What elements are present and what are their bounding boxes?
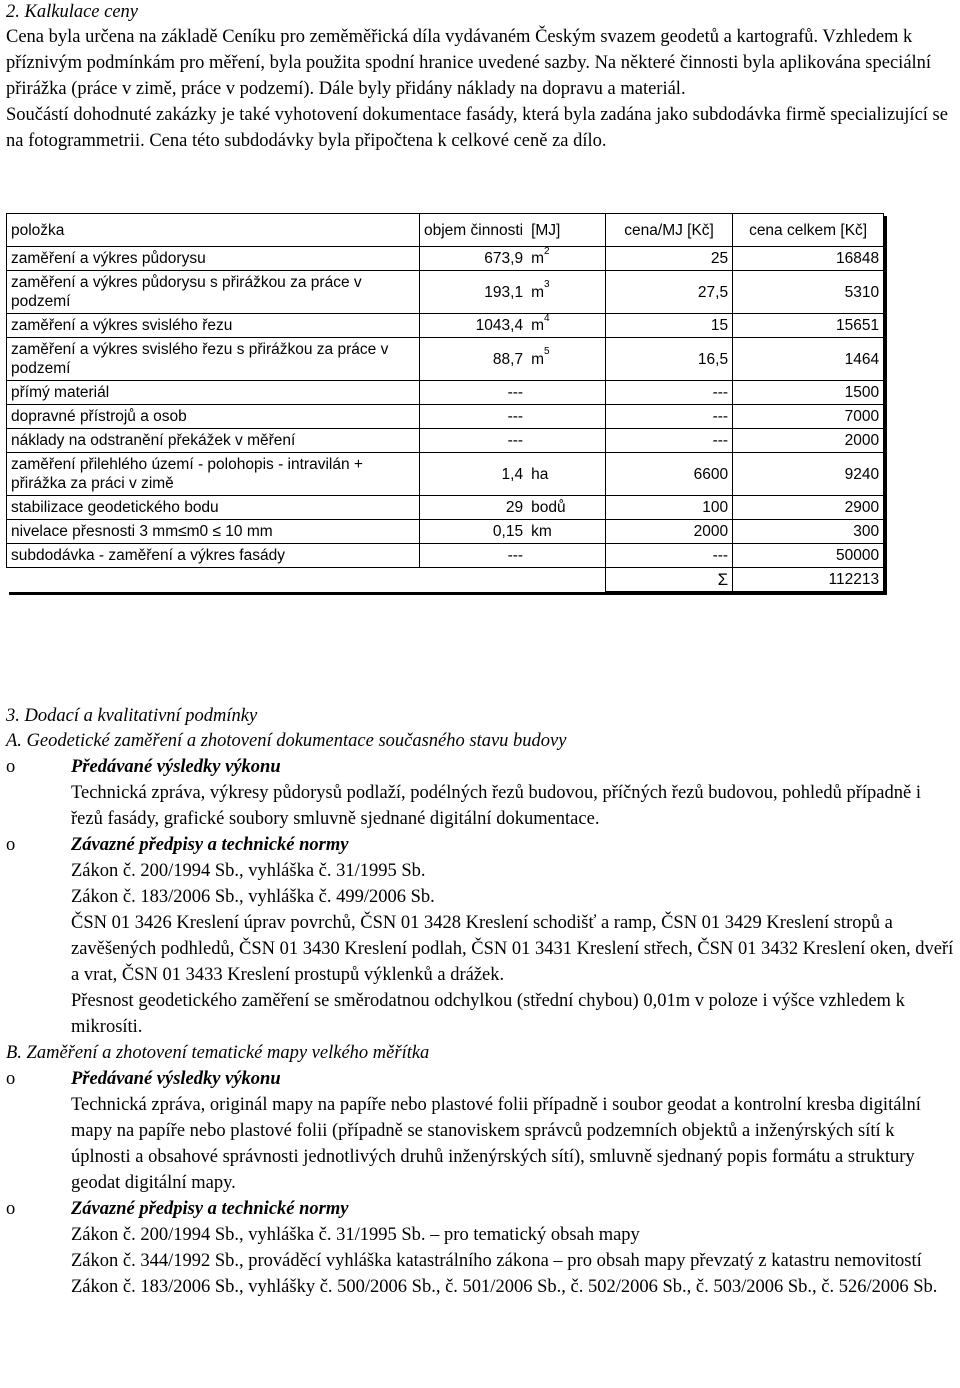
bullet: o bbox=[6, 1199, 16, 1219]
price-table bbox=[6, 213, 884, 592]
row-total-text: 2900 bbox=[844, 499, 880, 516]
row-item-text: náklady na odstranění překážek v měření bbox=[11, 432, 296, 449]
row-qty-text: 673,9 bbox=[484, 250, 524, 267]
row-total bbox=[733, 381, 884, 405]
row-qty bbox=[420, 271, 528, 314]
row-unit-price-text: --- bbox=[712, 408, 729, 425]
row-qty-text: 193,1 bbox=[484, 283, 524, 301]
list-item bbox=[6, 1066, 956, 1196]
row-unit-price bbox=[606, 544, 733, 568]
delivery-conditions bbox=[6, 704, 956, 1300]
row-qty bbox=[420, 338, 528, 381]
table-row bbox=[7, 338, 884, 381]
row-qty-text: --- bbox=[507, 547, 524, 564]
row-unit-price bbox=[606, 381, 733, 405]
row-qty-text: 1043,4 bbox=[475, 317, 524, 334]
subsection-a bbox=[6, 728, 956, 1040]
subsection-b bbox=[6, 1040, 956, 1300]
row-item-text: zaměření a výkres svislého řezu s přirážkou za práce v podzemí bbox=[11, 341, 389, 377]
row-unit bbox=[527, 520, 606, 544]
row-total bbox=[733, 544, 884, 568]
row-item-text: zaměření přilehlého území - polohopis - intravilán + přirážka za práci v zimě bbox=[11, 456, 363, 492]
pricing-paragraph-1: Cena byla určena na základě Ceníku pro zeměměřická díla vydávaném Českým svazem geodetů a kartografů. Vzhledem k příznivým podmínkám pro měření, byla použita spodní hranice uvedené sazby. Na některé činnosti byla aplikována speciální přirážka (práce v zimě, práce v podzemí). Dále byly přidány náklady na dopravu a materiál. bbox=[6, 27, 932, 99]
row-total bbox=[733, 496, 884, 520]
row-unit-price bbox=[606, 314, 733, 338]
row-unit-price-text: --- bbox=[712, 547, 729, 564]
results-text-a: Technická zpráva, výkresy půdorysů podlaží, podélných řezů budovou, příčných řezů budovou, pohledů případně i řezů fasády, grafické soubory smluvně sjednané digitální dokumentace. bbox=[71, 783, 921, 829]
table-row bbox=[7, 405, 884, 429]
unit-exponent: 4 bbox=[544, 312, 550, 324]
norms-line: ČSN 01 3426 Kreslení úprav povrchů, ČSN 01 3428 Kreslení schodišť a ramp, ČSN 01 3429 Kreslení stropů a zavěšených podhledů, ČSN 01 3430 Kreslení podlah, ČSN 01 3431 Kreslení střech, ČSN 01 3432 Kreslení oken, dveří a vrat, ČSN 01 3433 Kreslení prostupů výklenků a drážek. bbox=[71, 913, 954, 985]
row-total-text: 1464 bbox=[844, 350, 880, 368]
row-unit-price-text: 25 bbox=[710, 250, 729, 267]
row-unit-price bbox=[606, 453, 733, 496]
row-qty bbox=[420, 247, 528, 271]
row-unit-text: m bbox=[531, 250, 544, 267]
row-item bbox=[7, 314, 420, 338]
norms-line: Zákon č. 183/2006 Sb., vyhlášky č. 500/2006 Sb., č. 501/2006 Sb., č. 502/2006 Sb., č. 503/2006 Sb., č. 526/2006 Sb. bbox=[71, 1277, 938, 1297]
unit-exponent: 3 bbox=[544, 279, 550, 291]
row-total bbox=[733, 405, 884, 429]
table-row bbox=[7, 544, 884, 568]
row-unit-text: bodů bbox=[531, 499, 566, 516]
row-item-text: nivelace přesnosti 3 mm≤m0 ≤ 10 mm bbox=[11, 523, 273, 540]
row-total bbox=[733, 453, 884, 496]
row-unit-price bbox=[606, 271, 733, 314]
row-unit-price-text: 100 bbox=[702, 499, 729, 516]
price-table-container bbox=[6, 213, 898, 592]
bullet: o bbox=[6, 1069, 16, 1089]
table-row bbox=[7, 520, 884, 544]
row-item bbox=[7, 520, 420, 544]
row-total-text: 300 bbox=[853, 523, 880, 540]
row-unit-text: m bbox=[531, 350, 544, 368]
row-qty bbox=[420, 496, 528, 520]
row-unit-text: m bbox=[531, 283, 544, 301]
row-total-text: 7000 bbox=[844, 408, 880, 425]
row-unit-text: ha bbox=[531, 465, 549, 483]
row-qty bbox=[420, 381, 528, 405]
row-qty bbox=[420, 314, 528, 338]
header-total: cena celkem [Kč] bbox=[733, 214, 884, 247]
row-unit-price bbox=[606, 405, 733, 429]
row-unit bbox=[527, 314, 606, 338]
row-unit-price-text: 2000 bbox=[693, 523, 729, 540]
row-unit-price bbox=[606, 520, 733, 544]
row-unit bbox=[527, 247, 606, 271]
row-unit-text: km bbox=[531, 523, 552, 540]
row-unit-price-text: 27,5 bbox=[697, 283, 729, 301]
norms-title-b: Závazné předpisy a technické normy bbox=[71, 1199, 349, 1219]
row-item bbox=[7, 544, 420, 568]
row-qty bbox=[420, 405, 528, 429]
row-unit-text: m bbox=[531, 317, 544, 334]
row-unit-price bbox=[606, 247, 733, 271]
row-qty-text: 29 bbox=[505, 499, 524, 516]
row-unit bbox=[527, 271, 606, 314]
row-total bbox=[733, 520, 884, 544]
table-row bbox=[7, 429, 884, 453]
row-qty-text: 88,7 bbox=[492, 350, 524, 368]
row-item bbox=[7, 496, 420, 520]
row-qty bbox=[420, 520, 528, 544]
list-item bbox=[6, 832, 956, 1040]
row-total bbox=[733, 271, 884, 314]
results-text-b: Technická zpráva, originál mapy na papíře nebo plastové folii případně i soubor geodat a kontrolní kresba digitální mapy na papíře nebo plastové folii (případně se stanoviskem správců podzemních objektů a inženýrských sítí k úplnosti a obsahové správnosti jednotlivých druhů inženýrských sítí), smluvně sjednaný popis formátu a struktury geodat digitální mapy. bbox=[71, 1095, 921, 1193]
row-unit-price-text: --- bbox=[712, 432, 729, 449]
sum-label: Σ bbox=[606, 568, 733, 592]
norms-line: Zákon č. 344/1992 Sb., prováděcí vyhláška katastrálního zákona – pro obsah mapy převzatý z katastru nemovitostí bbox=[71, 1251, 922, 1271]
row-unit bbox=[527, 429, 606, 453]
table-row bbox=[7, 271, 884, 314]
row-unit bbox=[527, 453, 606, 496]
row-total bbox=[733, 247, 884, 271]
subsection-b-title: B. Zaměření a zhotovení tematické mapy velkého měřítka bbox=[6, 1043, 430, 1063]
row-item bbox=[7, 429, 420, 453]
header-unit-price: cena/MJ [Kč] bbox=[606, 214, 733, 247]
row-total bbox=[733, 429, 884, 453]
norms-line: Přesnost geodetického zaměření se směrodatnou odchylkou (střední chybou) 0,01m v poloze i výšce vzhledem k mikrosíti. bbox=[71, 991, 905, 1037]
row-item bbox=[7, 381, 420, 405]
row-total bbox=[733, 314, 884, 338]
row-total-text: 5310 bbox=[844, 283, 880, 301]
row-unit bbox=[527, 496, 606, 520]
row-unit-price-text: 16,5 bbox=[697, 350, 729, 368]
row-unit-price bbox=[606, 338, 733, 381]
norms-line: Zákon č. 200/1994 Sb., vyhláška č. 31/1995 Sb. – pro tematický obsah mapy bbox=[71, 1225, 640, 1245]
norms-line: Zákon č. 200/1994 Sb., vyhláška č. 31/1995 Sb. bbox=[71, 861, 426, 881]
table-header-row bbox=[7, 214, 884, 247]
unit-exponent: 2 bbox=[544, 245, 550, 257]
row-item bbox=[7, 247, 420, 271]
list-item bbox=[6, 754, 956, 832]
row-unit-price bbox=[606, 429, 733, 453]
row-unit-price-text: 6600 bbox=[693, 465, 729, 483]
unit-exponent: 5 bbox=[544, 346, 550, 358]
document-page bbox=[6, 0, 956, 1297]
subsection-a-title: A. Geodetické zaměření a zhotovení dokumentace současného stavu budovy bbox=[6, 731, 567, 751]
row-qty-text: 1,4 bbox=[501, 465, 524, 483]
row-item-text: přímý materiál bbox=[11, 384, 110, 401]
pricing-paragraph-2: Součástí dohodnuté zakázky je také vyhotovení dokumentace fasády, která byla zadána jako subdodávka firmě specializující se na fotogrammetrii. Cena této subdodávky byla připočtena k celkové ceně za dílo. bbox=[6, 105, 948, 151]
norms-title-a: Závazné předpisy a technické normy bbox=[71, 835, 349, 855]
row-item-text: zaměření a výkres půdorysu bbox=[11, 250, 206, 267]
row-unit bbox=[527, 405, 606, 429]
row-qty bbox=[420, 429, 528, 453]
table-row bbox=[7, 247, 884, 271]
row-item-text: dopravné přístrojů a osob bbox=[11, 408, 187, 425]
bullet: o bbox=[6, 835, 16, 855]
row-total-text: 9240 bbox=[844, 465, 880, 483]
row-total bbox=[733, 338, 884, 381]
row-unit-price bbox=[606, 496, 733, 520]
results-title-a: Předávané výsledky výkonu bbox=[71, 757, 281, 777]
row-qty bbox=[420, 544, 528, 568]
row-qty bbox=[420, 453, 528, 496]
row-total-text: 1500 bbox=[844, 384, 880, 401]
row-qty-text: --- bbox=[507, 408, 524, 425]
row-item-text: stabilizace geodetického bodu bbox=[11, 499, 219, 516]
norms-line: Zákon č. 183/2006 Sb., vyhláška č. 499/2006 Sb. bbox=[71, 887, 435, 907]
table-row bbox=[7, 314, 884, 338]
row-total-text: 15651 bbox=[835, 317, 880, 334]
row-total-text: 2000 bbox=[844, 432, 880, 449]
row-item bbox=[7, 271, 420, 314]
row-item-text: zaměření a výkres svislého řezu bbox=[11, 317, 233, 334]
row-qty-text: --- bbox=[507, 384, 524, 401]
row-unit-price-text: 15 bbox=[710, 317, 729, 334]
row-qty-text: 0,15 bbox=[492, 523, 524, 540]
row-item-text: subdodávka - zaměření a výkres fasády bbox=[11, 547, 285, 564]
row-unit bbox=[527, 544, 606, 568]
row-unit bbox=[527, 338, 606, 381]
section-3-heading: 3. Dodací a kvalitativní podmínky bbox=[6, 706, 258, 726]
row-total-text: 50000 bbox=[835, 547, 880, 564]
row-total-text: 16848 bbox=[835, 250, 880, 267]
bullet: o bbox=[6, 757, 16, 777]
row-unit bbox=[527, 381, 606, 405]
row-item bbox=[7, 405, 420, 429]
row-item bbox=[7, 453, 420, 496]
header-item: položka bbox=[7, 214, 420, 247]
row-item bbox=[7, 338, 420, 381]
sum-row bbox=[7, 568, 884, 592]
sum-value: 112213 bbox=[733, 568, 884, 592]
header-unit: [MJ] bbox=[527, 214, 606, 247]
header-volume: objem činnosti bbox=[420, 214, 528, 247]
row-qty-text: --- bbox=[507, 432, 524, 449]
results-title-b: Předávané výsledky výkonu bbox=[71, 1069, 281, 1089]
table-row bbox=[7, 381, 884, 405]
table-row bbox=[7, 453, 884, 496]
section-2-heading: 2. Kalkulace ceny bbox=[6, 2, 139, 22]
table-row bbox=[7, 496, 884, 520]
row-item-text: zaměření a výkres půdorysu s přirážkou za práce v podzemí bbox=[11, 274, 362, 310]
row-unit-price-text: --- bbox=[712, 384, 729, 401]
list-item bbox=[6, 1196, 956, 1300]
